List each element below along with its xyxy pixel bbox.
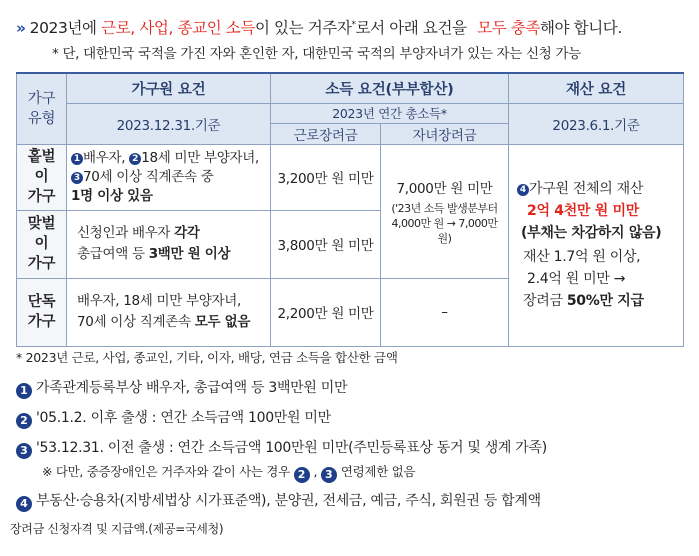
dual-earner-income: 3,800만 원 미만 (271, 210, 381, 278)
col-member-requirement: 가구원 요건 (67, 73, 271, 103)
row-single-person: 단독 가구 (17, 278, 67, 346)
headline: » 2023년에 근로, 사업, 종교인 소득이 있는 거주자*로서 아래 요건을 모두 충족해야 합니다. (16, 19, 622, 37)
number-4-icon: 4 (16, 496, 32, 512)
asset-requirement: 4 가구원 전체의 재산 2억 4천만 원 미만 (부채는 차감하지 않음) 재산 1.7억 원 이상, 2.4억 원 미만 → 장려금 50%만 지급 (509, 144, 684, 346)
number-3-icon: 3 (71, 172, 83, 184)
child-credit-income: 7,000만 원 미만 ('23년 소득 발생분부터 4,000만 원 → 7,000만 원) (381, 144, 509, 278)
number-2-icon: 2 (294, 467, 310, 483)
nationality-note: * 단, 대한민국 국적을 가진 자와 혼인한 자, 대한민국 국적의 부양자녀가 있는 자는 신청 가능 (52, 46, 581, 62)
list-item: 1 가족관계등록부상 배우자, 총급여액 등 3백만원 미만 (16, 377, 347, 399)
number-1-icon: 1 (16, 383, 32, 399)
single-earner-income: 3,200만 원 미만 (271, 144, 381, 210)
member-basis-date: 2023.12.31.기준 (67, 103, 271, 144)
number-2-icon: 2 (129, 153, 141, 165)
list-item: 4 부동산·승용차(지방세법상 시가표준액), 분양권, 전세금, 예금, 주식, 회원권 등 합계액 (16, 490, 541, 512)
income-period: 2023년 연간 총소득* (271, 103, 509, 123)
single-person-child-credit: – (381, 278, 509, 346)
asset-basis-date: 2023.6.1.기준 (509, 103, 684, 144)
number-4-icon: 4 (517, 184, 529, 196)
single-earner-member-req: 1 배우자, 2 18세 미만 부양자녀, 3 70세 이상 직계존속 중 1명 이상 있음 (67, 144, 271, 210)
single-person-income: 2,200만 원 미만 (271, 278, 381, 346)
income-footnote: * 2023년 근로, 사업, 종교인, 기타, 이자, 배당, 연금 소득을 합산한 금액 (16, 350, 398, 365)
col-earned-income-credit: 근로장려금 (271, 123, 381, 144)
number-2-icon: 2 (16, 413, 32, 429)
number-1-icon: 1 (71, 153, 83, 165)
col-household-type: 가구 유형 (17, 73, 67, 144)
row-dual-earner: 맞벌이 가구 (17, 210, 67, 278)
image-caption: 장려금 신청자격 및 지급액.(제공=국세청) (10, 522, 224, 536)
col-income-requirement: 소득 요건(부부합산) (271, 73, 509, 103)
number-3-icon: 3 (16, 443, 32, 459)
number-3-icon: 3 (321, 467, 337, 483)
list-item: 3 '53.12.31. 이전 출생 : 연간 소득금액 100만원 미만(주민등록표상 동거 및 생계 가족) (16, 437, 547, 459)
list-item: 2 '05.1.2. 이후 출생 : 연간 소득금액 100만원 미만 (16, 407, 331, 429)
double-chevron-icon: » (16, 19, 26, 37)
dual-earner-member-req: 신청인과 배우자 각각 총급여액 등 3백만 원 이상 (67, 210, 271, 278)
row-single-earner: 홑벌이 가구 (17, 144, 67, 210)
single-person-member-req: 배우자, 18세 미만 부양자녀, 70세 이상 직계존속 모두 없음 (67, 278, 271, 346)
eligibility-table (16, 72, 684, 347)
col-asset-requirement: 재산 요건 (509, 73, 684, 103)
disability-note: ※ 다만, 중증장애인은 거주자와 같이 사는 경우 2 , 3 연령제한 없음 (42, 464, 416, 481)
col-child-credit: 자녀장려금 (381, 123, 509, 144)
